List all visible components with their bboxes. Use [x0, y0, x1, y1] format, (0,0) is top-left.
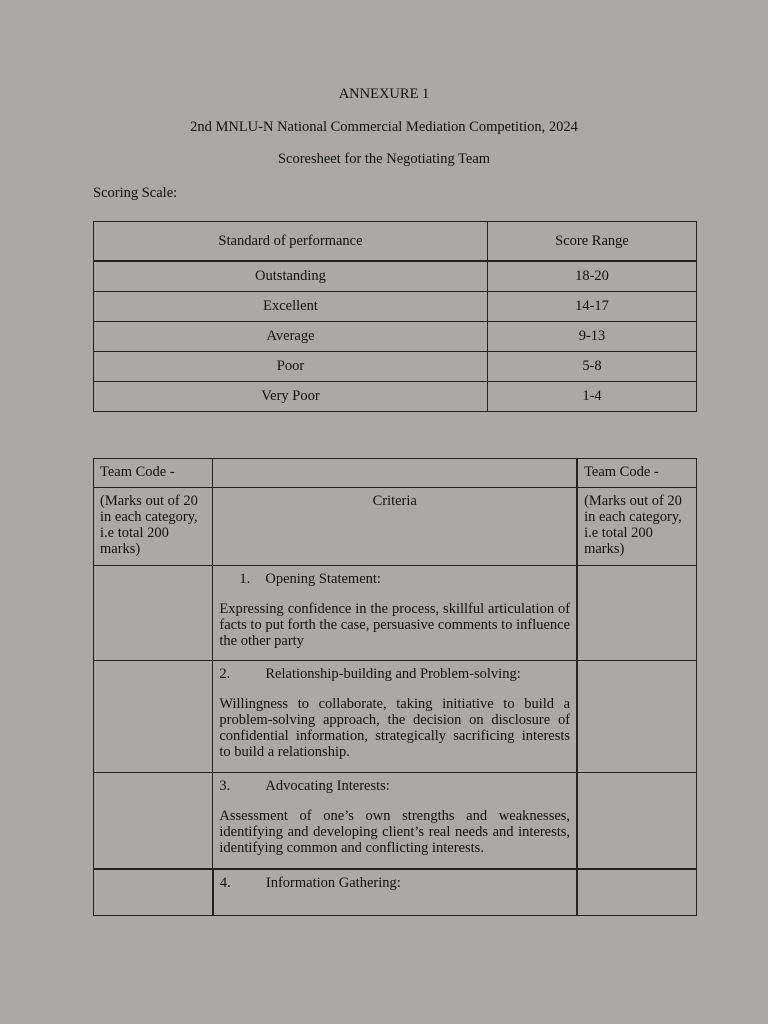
- annexure-title: ANNEXURE 1: [338, 86, 430, 102]
- criteria-title: Advocating Interests:: [265, 778, 390, 794]
- criteria-header: Criteria: [213, 488, 577, 566]
- criteria-row: [94, 773, 697, 870]
- competition-title: 2nd MNLU-N National Commercial Mediation Competition, 2024: [190, 119, 578, 135]
- scale-row: [94, 292, 697, 322]
- standard-header: Standard of performance: [94, 222, 488, 262]
- score-cell-left[interactable]: [94, 773, 213, 870]
- criteria-row: [94, 869, 697, 916]
- standard-cell: Very Poor: [94, 382, 488, 412]
- standard-cell: Average: [94, 322, 488, 352]
- score-cell-right[interactable]: [577, 661, 696, 773]
- criteria-number: 3.: [219, 778, 231, 794]
- score-cell-right[interactable]: [577, 566, 696, 661]
- team-code-right: Team Code -: [577, 459, 696, 488]
- criteria-number: 4.: [219, 875, 231, 891]
- marks-note-right: (Marks out of 20 in each category, i.e total 200 marks): [577, 488, 696, 566]
- scoresheet-table: [93, 458, 697, 916]
- scale-row: [94, 322, 697, 352]
- score-cell-right[interactable]: [577, 869, 696, 916]
- criteria-title: Information Gathering:: [265, 875, 401, 891]
- criteria-cell: [213, 566, 577, 661]
- score-cell-left[interactable]: [94, 566, 213, 661]
- criteria-header-row: [94, 488, 697, 566]
- standard-cell: Outstanding: [94, 261, 488, 292]
- scale-row: [94, 382, 697, 412]
- scale-row: [94, 261, 697, 292]
- scoring-scale-table: [93, 221, 697, 412]
- range-cell: 9-13: [488, 322, 697, 352]
- score-cell-left[interactable]: [94, 661, 213, 773]
- marks-note-left: (Marks out of 20 in each category, i.e total 200 marks): [94, 488, 213, 566]
- range-cell: 18-20: [488, 261, 697, 292]
- criteria-number: 2.: [219, 666, 231, 682]
- criteria-description: Expressing confidence in the process, skillful articulation of facts to put forth the case, persuasive comments to influence the other party: [219, 601, 571, 649]
- standard-cell: Poor: [94, 352, 488, 382]
- range-cell: 5-8: [488, 352, 697, 382]
- criteria-description: Willingness to collaborate, taking initiative to build a problem-solving approach, the decision on disclosure of confidential information, strategically sacrificing interests to build a relationship.: [219, 696, 571, 760]
- criteria-cell: [213, 869, 577, 916]
- criteria-title: Opening Statement:: [265, 571, 381, 587]
- team-code-row: [94, 459, 697, 488]
- standard-cell: Excellent: [94, 292, 488, 322]
- criteria-number: 1.: [239, 571, 251, 587]
- criteria-title: Relationship-building and Problem-solving:: [265, 666, 521, 682]
- criteria-row: [94, 661, 697, 773]
- scale-row: [94, 352, 697, 382]
- scoring-scale-label: Scoring Scale:: [93, 185, 178, 201]
- range-cell: 1-4: [488, 382, 697, 412]
- team-code-left: Team Code -: [94, 459, 213, 488]
- criteria-cell: [213, 773, 577, 870]
- criteria-description: Assessment of one’s own strengths and weaknesses, identifying and developing client’s real needs and interests, identifying common and conflicting interests.: [219, 808, 571, 856]
- criteria-cell: [213, 661, 577, 773]
- team-code-blank: [213, 459, 577, 488]
- score-cell-left[interactable]: [94, 869, 213, 916]
- score-range-header: Score Range: [488, 222, 697, 262]
- scale-header-row: [94, 222, 697, 262]
- criteria-row: [94, 566, 697, 661]
- scoresheet-title: Scoresheet for the Negotiating Team: [277, 151, 491, 167]
- range-cell: 14-17: [488, 292, 697, 322]
- score-cell-right[interactable]: [577, 773, 696, 870]
